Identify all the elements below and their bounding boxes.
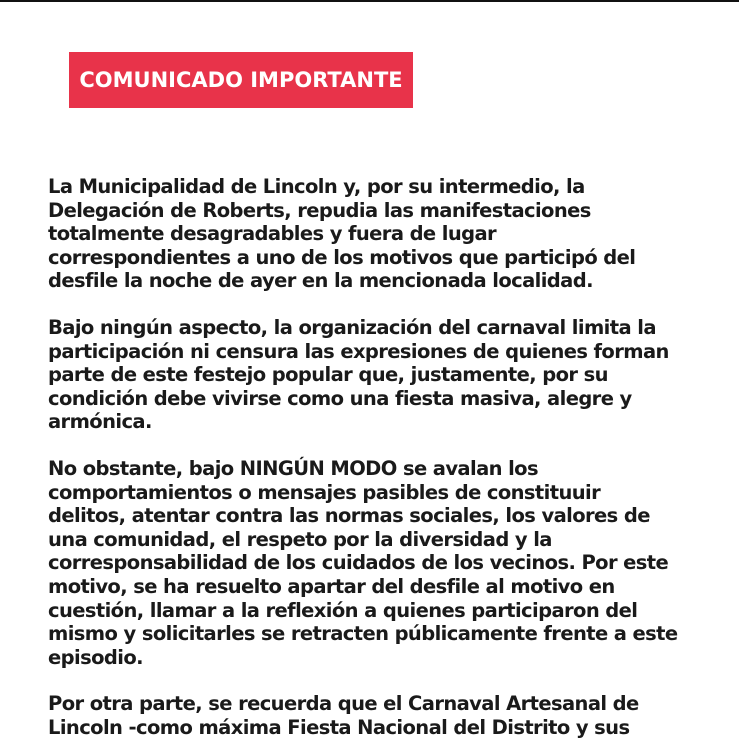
text-line: motivo, se ha resuelto apartar del desfile al motivo en — [48, 574, 615, 598]
paragraph-4 — [48, 692, 720, 738]
text-line: La Municipalidad de Lincoln y, por su intermedio, la — [48, 175, 585, 198]
text-line: desfile la noche de ayer en la mencionada localidad. — [48, 269, 593, 293]
text-line: mismo y solicitarles se retracten públicamente frente a este — [48, 622, 678, 646]
paragraph-2 — [48, 316, 720, 434]
text-line: totalmente desagradables y fuera de lugar — [48, 222, 497, 246]
text-line: comportamientos o mensajes pasibles de constituuir — [48, 480, 601, 504]
text-line: episodio. — [48, 645, 143, 669]
announcement-banner: COMUNICADO IMPORTANTE — [69, 52, 413, 108]
text-line: cuestión, llamar a la reflexión a quienes participaron del — [48, 598, 638, 622]
text-line: armónica. — [48, 410, 152, 434]
text-line: Bajo ningún aspecto, la organización del carnaval limita la — [48, 315, 656, 339]
text-line: Lincoln -como máxima Fiesta Nacional del Distrito y sus — [48, 715, 630, 738]
text-line: Delegación de Roberts, repudia las manifestaciones — [48, 198, 591, 222]
text-line: No obstante, bajo NINGÚN MODO se avalan los — [48, 456, 538, 480]
paragraph-3 — [48, 457, 720, 669]
text-line: parte de este festejo popular que, justamente, por su — [48, 363, 608, 387]
text-line: Por otra parte, se recuerda que el Carnaval Artesanal de — [48, 692, 639, 716]
text-line: corresponsabilidad de los cuidados de los vecinos. Por este — [48, 551, 669, 575]
paragraph-1 — [48, 175, 720, 293]
text-line: condición debe vivirse como una fiesta masiva, alegre y — [48, 386, 632, 410]
text-line: correspondientes a uno de los motivos que participó del — [48, 245, 636, 269]
text-line: participación ni censura las expresiones de quienes forman — [48, 339, 669, 363]
text-line: una comunidad, el respeto por la diversidad y la — [48, 527, 552, 551]
top-divider — [0, 0, 739, 2]
announcement-body — [48, 175, 720, 738]
text-line: delitos, atentar contra las normas sociales, los valores de — [48, 504, 650, 528]
